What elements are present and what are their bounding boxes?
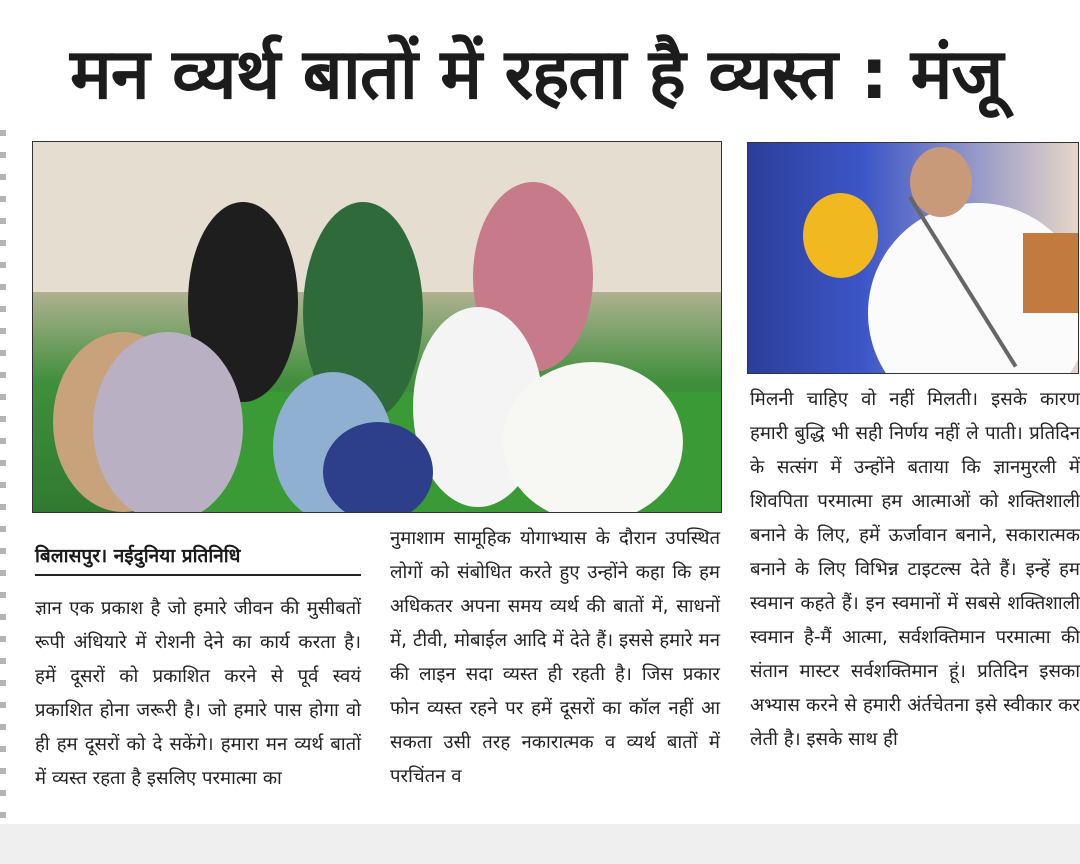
- speaker-photo: [747, 142, 1079, 374]
- bottom-overlay-bar: [0, 824, 1080, 864]
- article-column-2: नुमाशाम सामूहिक योगाभ्यास के दौरान उपस्थित लोगों को संबोधित करते हुए उन्होंने कहा कि हम अधिकतर अपना समय व्यर्थ की बातों में, साधनों में, टीवी, मोबाईल आदि में देते हैं। इससे हमारे मन की लाइन सदा व्यस्त ही रहती है। जिस प्रकार फोन व्यस्त रहने पर हमें दूसरों का कॉल नहीं आ सकता उसी तरह नकारात्मक व व्यर्थ बातों में परचिंतन व: [390, 528, 720, 787]
- speaker-head: [910, 147, 972, 217]
- cushion: [1023, 233, 1079, 313]
- person-7: [93, 332, 243, 513]
- audience-photo: [32, 141, 722, 513]
- page-edge-marks: [0, 130, 6, 830]
- person-9: [323, 422, 433, 513]
- flower-bouquet: [803, 193, 878, 278]
- article-column-3: मिलनी चाहिए वो नहीं मिलती। इसके कारण हमारी बुद्धि भी सही निर्णय नहीं ले पाती। प्रतिदिन के सत्संग में उन्होंने बताया कि ज्ञानमुरली में शिवपिता परमात्मा हम आत्माओं को शक्तिशाली बनाने के लिए, हमें ऊर्जावान बनाने, सकारात्मक बनाने के लिए विभिन्न टाइटल्स देते हैं। इन्हें हम स्वमान कहते हैं। इन स्वमानों में सबसे शक्तिशाली स्वमान है-मैं आत्मा, सर्वशक्तिमान परमात्मा की संतान मास्टर सर्वशक्तिमान हूं। प्रतिदिन इसका अभ्यास करने से हमारी अंर्तचेतना इसे स्वीकार कर लेती है। इसके साथ ही: [750, 389, 1080, 750]
- person-6: [503, 362, 683, 513]
- dateline: बिलासपुर। नईदुनिया प्रतिनिधि: [35, 538, 361, 576]
- headline: मन व्यर्थ बातों में रहता है व्यस्त : मंजू: [70, 33, 1003, 115]
- article-column-1: ज्ञान एक प्रकाश है जो हमारे जीवन की मुसीबतों रूपी अंधियारे में रोशनी देने का कार्य करता है। हमें दूसरों को प्रकाशित करने से पूर्व स्वयं प्रकाशित होना जरूरी है। जो हमारे पास होगा वो ही हम दूसरों को दे सकेंगे। हमारा मन व्यर्थ बातों में व्यस्त रहता है इसलिए परमात्मा का: [35, 598, 361, 789]
